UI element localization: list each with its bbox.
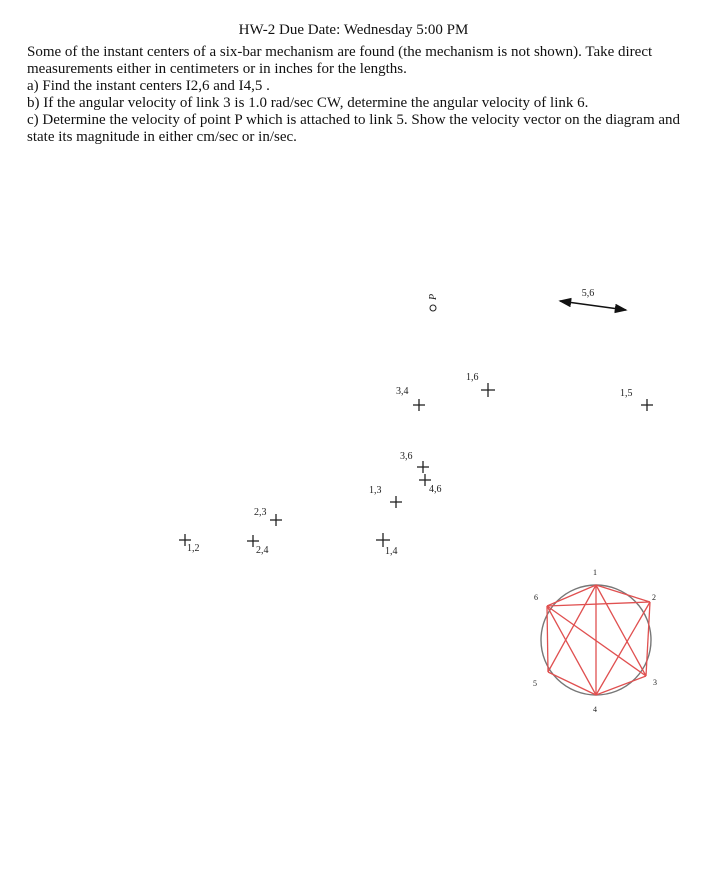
velocity-arrow (560, 301, 626, 310)
circle-node-label-3: 3 (653, 678, 657, 687)
ic-34-label: 3,4 (396, 386, 409, 397)
page-title: HW-2 Due Date: Wednesday 5:00 PM (238, 22, 469, 38)
circle-node-label-6: 6 (534, 593, 538, 602)
ic-14-label: 1,4 (385, 546, 398, 557)
ic-14-marker (376, 533, 390, 547)
ic-34-marker (413, 399, 425, 411)
ic-23-marker (270, 514, 282, 526)
circle-node-label-2: 2 (652, 593, 656, 602)
circle-node-label-4: 4 (593, 705, 597, 714)
circle-node-label-1: 1 (593, 568, 597, 577)
problem-part-b: b) If the angular velocity of link 3 is 1.0 rad/sec CW, determine the angular velocity of link 6. (27, 95, 589, 111)
point-p-label: P (428, 293, 439, 301)
point-p-marker (430, 305, 436, 311)
problem-part-c: c) Determine the velocity of point P which is attached to link 5. Show the velocity vector on the diagram and state its magnitude in either cm/sec or in/sec. (27, 112, 681, 145)
velocity-label: 5,6 (581, 288, 595, 299)
problem-part-a: a) Find the instant centers I2,6 and I4,5 . (27, 78, 270, 94)
problem-intro: Some of the instant centers of a six-bar mechanism are found (the mechanism is not shown). Take direct measurements either in centimeters or in inches for the lengths. (27, 44, 653, 77)
ic-12-label: 1,2 (187, 543, 200, 554)
circle-node-label-5: 5 (533, 679, 537, 688)
circle-diagram (533, 568, 657, 714)
ic-24-label: 2,4 (256, 545, 269, 556)
ic-15-marker (641, 399, 653, 411)
ic-13-marker (390, 496, 402, 508)
ic-36-label: 3,6 (400, 451, 413, 462)
ic-13-label: 1,3 (369, 485, 382, 496)
ic-15-label: 1,5 (620, 388, 633, 399)
ic-36-marker (417, 461, 429, 473)
ic-46-label: 4,6 (429, 484, 442, 495)
ic-16-marker (481, 383, 495, 397)
ic-16-label: 1,6 (466, 372, 479, 383)
ic-23-label: 2,3 (254, 507, 267, 518)
